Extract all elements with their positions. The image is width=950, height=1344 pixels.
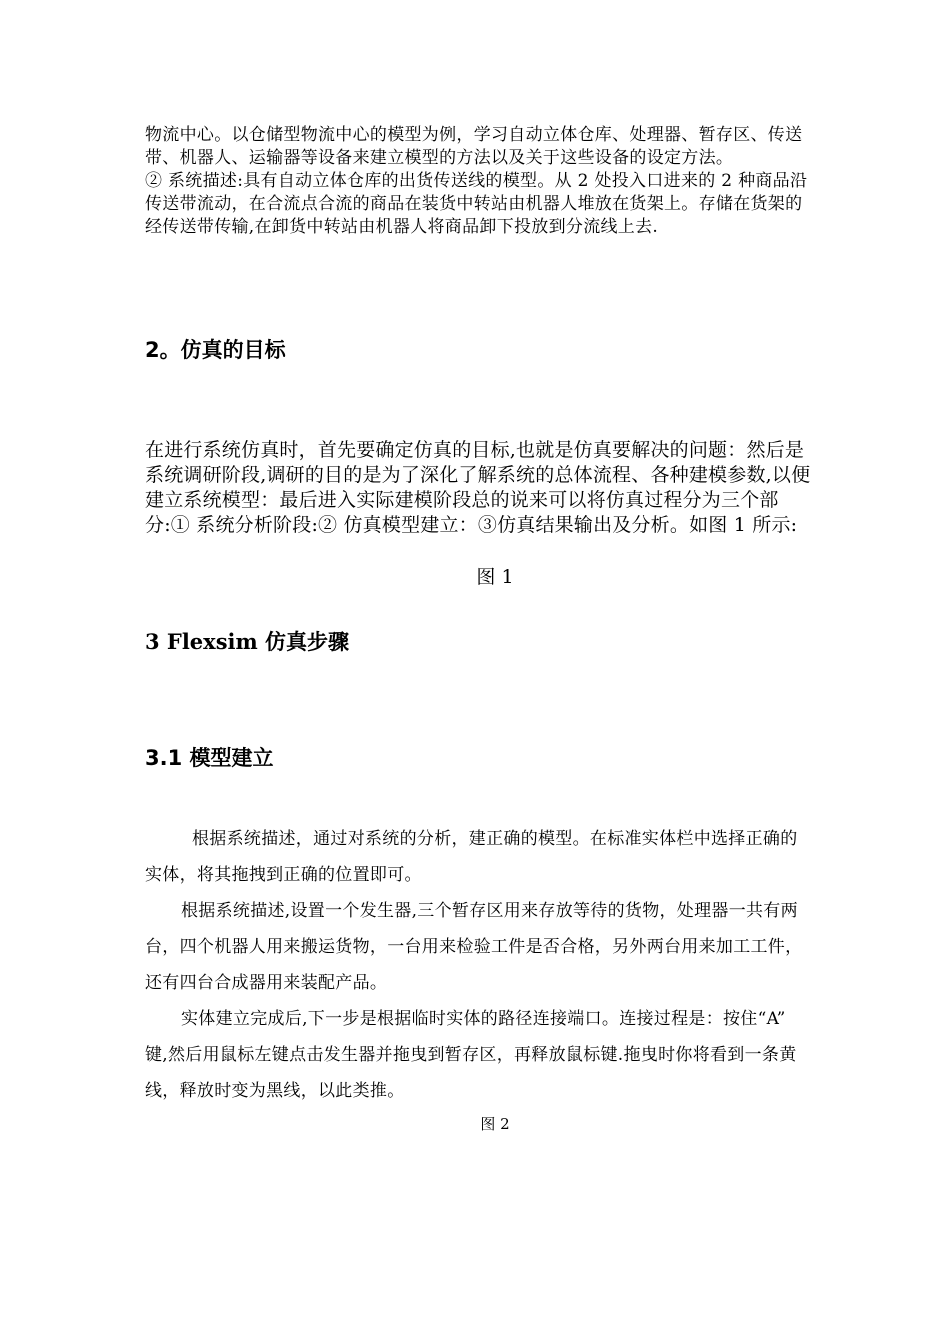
model-building-section: [145, 821, 813, 1109]
model-paragraph-2: 根据系统描述,设置一个发生器,三个暂存区用来存放等待的货物，处理器一共有两台，四个机器人用来搬运货物，一台用来检验工件是否合格，另外两台用来加工工件，还有四台合成器用来装配产品。: [145, 901, 803, 993]
simulation-goal-section: [145, 438, 813, 538]
figure-1-caption: 图 1: [476, 566, 514, 588]
intro-paragraph: 物流中心。以仓储型物流中心的模型为例，学习自动立体仓库、处理器、暂存区、传送带、机器人、运输器等设备来建立模型的方法以及关于这些设备的设定方法。: [145, 125, 803, 168]
model-paragraph-3: 实体建立完成后,下一步是根据临时实体的路径连接端口。连接过程是：按住“A” 键,然后用鼠标左键点击发生器并拖曳到暂存区，再释放鼠标键.拖曳时你将看到一条黄线，释放时变为黑线，以此类推。: [145, 1009, 797, 1101]
simulation-goal-paragraph: 在进行系统仿真时，首先要确定仿真的目标,也就是仿真要解决的问题：然后是系统调研阶段,调研的目的是为了深化了解系统的总体流程、各种建模参数,以便建立系统模型：最后进入实际建模阶段总的说来可以将仿真过程分为三个部分:① 系统分析阶段:② 仿真模型建立：③仿真结果输出及分析。如图 1 所示:: [145, 439, 811, 536]
section-heading-simulation-goal: 2。仿真的目标: [145, 338, 286, 362]
model-paragraph-1: 根据系统描述，通过对系统的分析，建正确的模型。在标准实体栏中选择正确的实体，将其拖拽到正确的位置即可。: [145, 829, 798, 885]
section-heading-flexsim-steps: 3 Flexsim 仿真步骤: [145, 629, 350, 654]
system-description-paragraph: ② 系统描述:具有自动立体仓库的出货传送线的模型。从 2 处投入口进来的 2 种商品沿传送带流动，在合流点合流的商品在装货中转站由机器人堆放在货架上。存储在货架的经传送带传输,在卸货中转站由机器人将商品卸下投放到分流线上去.: [145, 171, 808, 237]
intro-section: [145, 124, 813, 239]
figure-2-caption: 图 2: [480, 1115, 510, 1133]
subsection-heading-model-building: 3.1 模型建立: [145, 746, 274, 770]
